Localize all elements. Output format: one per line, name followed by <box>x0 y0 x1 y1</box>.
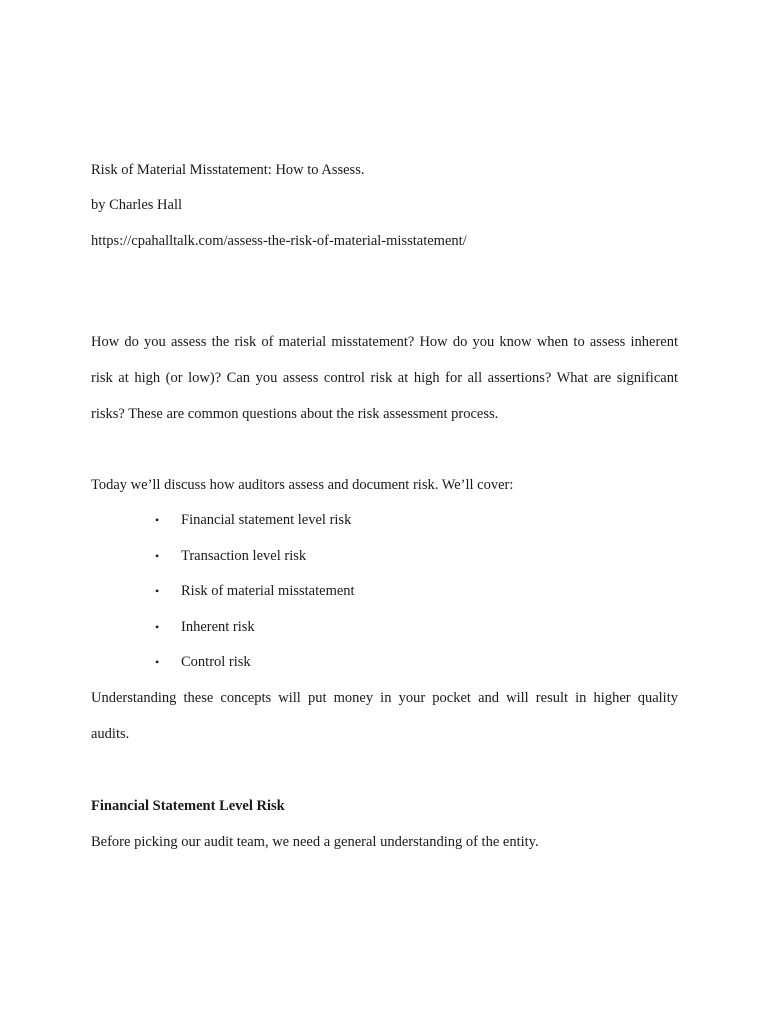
bullet-icon: • <box>155 513 160 527</box>
list-item-label: Transaction level risk <box>181 548 307 564</box>
list-item-label: Risk of material misstatement <box>181 583 355 599</box>
conclusion-line-1: Understanding these concepts will put money in your pocket and will result in higher quality <box>91 690 678 706</box>
list-item-label: Inherent risk <box>181 619 255 635</box>
source-url: https://cpahalltalk.com/assess-the-risk-of-material-misstatement/ <box>91 233 467 249</box>
section-body: Before picking our audit team, we need a general understanding of the entity. <box>91 834 539 850</box>
bullet-icon: • <box>155 549 160 563</box>
author-line: by Charles Hall <box>91 197 183 213</box>
list-item-label: Financial statement level risk <box>181 512 352 528</box>
intro-line-2: risk at high (or low)? Can you assess control risk at high for all assertions? What are significant <box>91 370 678 386</box>
intro-line-3: risks? These are common questions about the risk assessment process. <box>91 406 499 422</box>
list-item <box>155 582 355 600</box>
cover-lead: Today we’ll discuss how auditors assess and document risk. We’ll cover: <box>91 477 514 493</box>
bullet-icon: • <box>155 655 160 669</box>
list-item-label: Control risk <box>181 654 251 670</box>
bullet-icon: • <box>155 620 160 634</box>
conclusion-line-2: audits. <box>91 726 130 742</box>
list-item <box>155 653 251 671</box>
section-heading: Financial Statement Level Risk <box>91 798 285 814</box>
bullet-icon: • <box>155 584 160 598</box>
list-item <box>155 547 306 565</box>
list-item <box>155 511 351 529</box>
intro-line-1: How do you assess the risk of material misstatement? How do you know when to assess inherent <box>91 334 678 350</box>
document-title: Risk of Material Misstatement: How to Assess. <box>91 162 365 178</box>
list-item <box>155 618 255 636</box>
